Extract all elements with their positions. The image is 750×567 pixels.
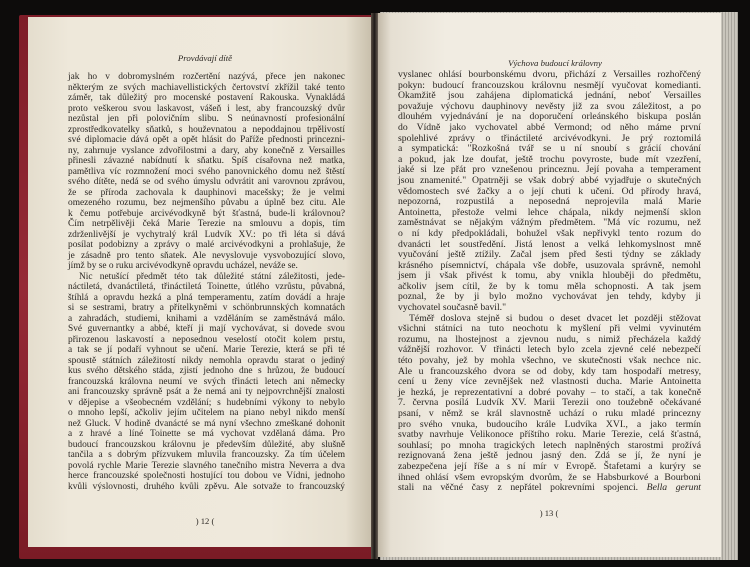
text-line: poznal, že by ji bylo možno vychovávat jen tehdy, kdyby ji — [398, 291, 701, 303]
text-line: a z hravé a líné Toinette se má vychovat vzdělaná dáma. Pro — [68, 429, 345, 439]
text-line: krásného písemnictví, chápala vše dobře, usuzovala správně, nemohl — [398, 259, 701, 271]
text-line: kvůli výslovnosti, druhého kvůli zpěvu. Ale sotvaže to francouzský — [68, 481, 345, 492]
text-line: této povahy, jež by mohla všechno, ve skutečnosti však nechce nic. — [398, 355, 701, 367]
text-line: dlouhém vyjednávání je na doporučení orleánského biskupa poslán — [398, 111, 701, 123]
text-line: ny, zahrnuje vyslance zdvořilostmi a dary, aby konečně z Versailles — [68, 145, 345, 156]
text-line: a tak se jí podaří vyhnout se učení. Marie Terezie, která se při té — [68, 345, 345, 355]
text-line: vědomostech své žačky a o její chuti k učení. Od přírody hravá, — [398, 185, 701, 197]
text-line: povolá rychle Marie Terezie slavného tanečního mistra Neverra a dva — [68, 460, 345, 471]
text-line: budoucí francouzskou královnu je především důležité, aby slušně — [68, 439, 345, 450]
text-line: cení u ženy více zevnějšek než vlastnosti ducha. Marie Antoinetta — [398, 376, 701, 388]
text-line: spolehlivé zprávy o třináctileté arcivévodkyni. Je prý roztomilá — [398, 132, 701, 144]
text-line: si se sestrami, bratry a přítelkyněmi v schönbrunnských komnatách — [68, 303, 345, 313]
text-line: je zásadně pro tento sňatek. Ale nevyslovuje vysvobozující slovo, — [68, 250, 345, 261]
text-line: herce francouzské společnosti hostující tou dobou ve Vídni, jednoho — [68, 471, 345, 481]
text-line: o ní kdy předpokládali, bohužel však nepřivykl tento rozum do — [398, 227, 701, 239]
text-line: jaké si lze přát pro vznešenou princeznu. Její povaha a temperament — [398, 164, 701, 176]
text-line: nepozorná, rozpustilá a neposedná neprojevila malá Marie — [398, 196, 701, 208]
text-line — [398, 483, 701, 494]
text-line: zprostředkovatelky sňatků, s houževnatou a nepoddajnou trpělivostí — [68, 124, 345, 135]
text-line: že se příroda zachovala k dauphinovi macešsky; že je velmi — [68, 187, 345, 198]
text-line: některým ze svých machiavellistických čertovství zkřížil také tento — [68, 82, 345, 93]
text-line: vychovatel současně bavil." — [398, 302, 507, 314]
text-line: psaní, v němž se král slavnostně uchází o ruku mladé princezny — [398, 408, 701, 419]
text-line: francouzská královna neumí ve svých třinácti letech ani německy — [68, 376, 345, 387]
text-line: a sympatická: "Rozkošná tvář se u ní snoubí s grácií chování — [398, 143, 701, 155]
text-line: než Gluck. V hodině dvanácté se má nyní všechno zmeškané dohonit — [68, 418, 345, 429]
text-segment: stali na věčné časy z nepřátel pokrevními spojenci. — [398, 482, 639, 494]
text-line: souhlasí; po mnoha tragických letech naplněných starostmi prožívá — [398, 439, 701, 451]
page-number-left: ) 12 ( — [195, 516, 215, 526]
text-line: o mnoho lepší, ačkoliv jejím učitelem na piano nebyl nikdo menší — [68, 408, 345, 418]
running-head-right: Výchova budoucí královny — [508, 58, 602, 68]
text-line: zabezpečena její říše a s ní mír v Evropě. Štafetami a kurýry se — [398, 460, 701, 472]
text-line: Okamžitě jsou zahájena diplomatická jednání, neboť Versailles — [398, 90, 701, 102]
text-line: jsem ji však přivést k tomu, aby vnikla hlouběji do předmětu, — [398, 270, 701, 282]
text-line: vyučování ještě ztížily. Začal jsem před šesti týdny se základy — [398, 249, 701, 261]
text-line: rozumu, na lhostejnost a zjevnou nudu, s nimiž přecházela každý — [398, 333, 701, 345]
text-line: a pokud, jak lze doufat, ještě trochu povyroste, bude mít vzezření, — [398, 153, 701, 165]
text-line: Ale u francouzského dvora se od doby, kdy tam hospodaří metresy, — [398, 365, 701, 377]
text-line: k čemu potřebuje arcivévodkyně být šťastná, bude-li královnou? — [68, 208, 345, 219]
text-line: štíhlá a opravdu hezká a plná temperamentu, zatím dovádí a hraje — [68, 292, 345, 303]
text-line: omezeného rozumu, bez nejmenšího půvabu a úplně bez citu. Ale — [68, 198, 345, 208]
text-line: a zahradách, studiemi, knihami a vzděláním se zaměstnává málo. — [68, 313, 345, 324]
text-line: zdrženlivější je vychytralý král Ludvík XV.: po tři léta si dává — [68, 229, 345, 240]
text-line: vyslanec ohlásí bourbonskému dvoru, přichází z Versailles rozhořčený — [398, 69, 701, 80]
text-line: pamětliva víc rozmnožení moci svého panovnického domu než štěstí — [68, 166, 345, 177]
text-line: záměr, tak důležitý pro mocenské postavení Rakouska. Vynakládá — [68, 93, 345, 103]
text-line: proto veškerou svou laskavost, vášeň i lest, aby francouzský dvůr — [68, 103, 345, 114]
text-line: přirozenou laskavostí a neposednou veselostí otočit kolem prstu, — [68, 334, 345, 345]
text-line: svého dítěte, nedá se od svého úmyslu odvrátit ani varovnou zprávou, — [68, 177, 345, 187]
text-line: náctiletá, dvanáctiletá, třináctiletá Toinette, útlého vzrůstu, půvabná, — [68, 282, 345, 292]
text-line: do Vídně jako vychovatel abbé Vermond; od něho máme první — [398, 121, 701, 133]
text-line: kus svého dětského stáda, zjistí jednoho dne s hrůzou, že budoucí — [68, 366, 345, 376]
text-line: považuje výchovu dauphinovy nevěsty již za svou záležitost, a po — [398, 100, 701, 112]
text-line: ihned ohlásí všem evropským dvorům, že se Habsburkové a Bourboni — [398, 471, 701, 483]
text-line: svatby navrhuje Velikonoce příštího roku. Marie Terezie, celá šťastná, — [398, 429, 701, 441]
text-line: přinesli závazné nabídnutí k sňatku. Spíš císařovna než matka, — [68, 156, 345, 166]
running-head-left: Provdávají dítě — [177, 53, 233, 63]
text-line: rezignovaná žena ještě jednou jasný den. Zdá se jí, že nyní je — [398, 450, 701, 462]
text-line: vážnější rozhovor. V třinácti letech bylo zcela zjevné celé nebezpečí — [398, 344, 701, 356]
text-line: Antoinetta, přestože velmi lehce chápala, nikdy nejmenší sklon — [398, 206, 701, 218]
text-line: pokyn: budoucí francouzskou královnu nesmějí vyučovat komedianti. — [398, 79, 701, 91]
text-line: ačkoliv jsem cítil, že by k tomu měla schopnosti. A tak jsem — [398, 280, 701, 292]
text-line: spoustě státních záležitostí nikdy nemohla opravdu starat o jediný — [68, 355, 345, 366]
text-line: Své guvernantky a abbé, kteří ji mají vychovávat, si dovede svou — [68, 324, 345, 334]
italic-phrase: Bella gerunt — [646, 482, 701, 494]
text-line: jímž by se o ruku arcivévodkyně opravdu ucházel, neváže se. — [68, 261, 298, 271]
text-line: jsou znamenité." Opatrněji se však dobrý abbé vyjadřuje o skutečných — [398, 174, 701, 186]
text-line: pro svého vnuka, budoucího krále Ludvíka XVI., a jako termín — [398, 418, 701, 430]
page-number-right: ) 13 ( — [539, 508, 559, 518]
text-line: Téměř doslova stejně si budou o deset dvacet let později stěžovat — [409, 312, 701, 324]
text-line: ani francouzsky správně psát a že nemá ani ty nejpovrchnější znalosti — [68, 387, 345, 397]
text-line: všichni státníci na tuto neochotu k myšlení při velmi vyvinutém — [398, 323, 701, 335]
text-line: je hezká, je reprezentativní a dobré povahy – to stačí, a tak konečně — [398, 386, 701, 398]
text-line: zaměstnávat se nějakým vážným předmětem. "Má víc rozumu, než — [398, 217, 701, 229]
left-page-text — [68, 72, 345, 492]
text-line: 7. června posílá Ludvík XV. Marii Terezii ono toužebně očekávané — [398, 397, 701, 409]
book-gutter — [371, 13, 378, 559]
text-line: tančila a s dobrým přízvukem mluvila francouzsky. Za tím účelem — [68, 450, 345, 460]
right-page-text — [398, 70, 701, 494]
text-line: své diplomacie dává opět a opět hlásit do Paříže přednosti princezni- — [68, 135, 345, 145]
text-line: dvanácti let soustředění. Jistá lenost a velká lehkomyslnost mně — [398, 238, 701, 250]
text-line: Čím netrpělivěji čeká Marie Terezie na smlouvu a dopis, tím — [68, 219, 345, 229]
text-line: posílat podobizny a zprávy o malé arcivévodkyni a prohlašuje, že — [68, 240, 345, 250]
text-line: Nic netušící předmět této tak důležité státní záležitosti, jede- — [79, 271, 345, 282]
text-line: jak ho v dobromyslném rozčertění nazývá, přece jen nakonec — [68, 72, 345, 82]
text-line: nezůstal jen při polovičním slibu. S neúnavností profesionální — [68, 114, 345, 124]
text-line: v dějepise a všeobecném vzdělání; s hudebními výkony to nebylo — [68, 397, 345, 408]
